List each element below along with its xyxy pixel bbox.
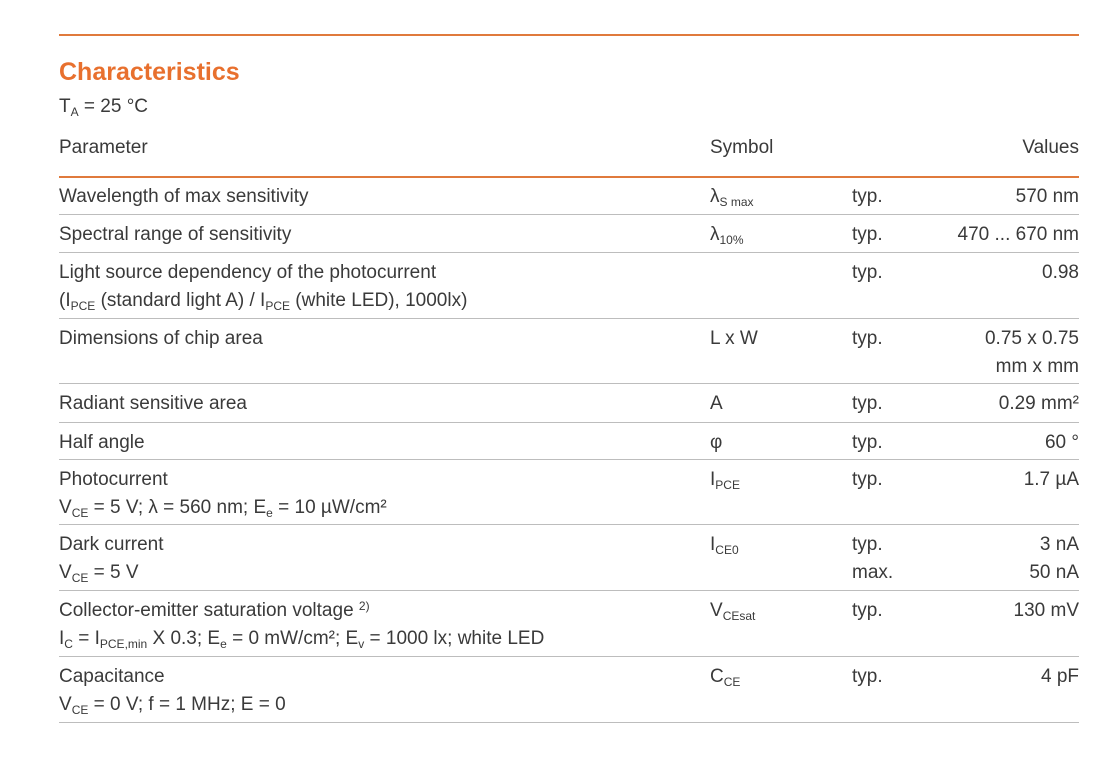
symbol-cell: φ [710,432,723,453]
table-row-spectral-range [59,216,1079,253]
top-divider [59,34,1079,36]
symbol-cell: L x W [710,328,758,349]
value-cell: 0.98 [1042,262,1079,283]
table-row-capacitance [59,658,1079,723]
parameter-condition: $V_{CE} = 5$ V [59,562,139,585]
qualifier-cell: typ. [852,666,883,687]
value-cell: 3 nA 50 nA [1029,534,1079,583]
parameter-label: Light source dependency of the photocurrent [59,262,437,283]
parameter-cell: Spectral range of sensitivity [59,224,292,245]
qualifier-cell: typ. [852,262,883,283]
value-cell: 0.75 x 0.75 mm x mm [984,328,1079,377]
qualifier-cell: typ. [852,224,883,245]
parameter-condition: $V_{CE} = 5$ V; λ = 560 nm; $E_e = 10$ µW/cm² [59,497,387,520]
qualifier-cell: typ. [852,186,883,207]
symbol-cell: A [710,393,723,414]
parameter-label: Collector-emitter saturation voltage $^{2)}$ [59,599,370,621]
value-cell: 4 pF [1040,666,1079,687]
section-title: Characteristics [59,58,240,86]
parameter-label: Dark current [59,534,164,555]
header-parameter: Parameter [59,137,148,158]
value-cell: 470 ... 670 nm [957,224,1079,245]
qualifier-cell: typ. [852,600,883,621]
table-row-dimensions [59,320,1079,384]
temperature-condition: $T_A = 25$ °C [59,96,149,119]
table-row-photocurrent [59,461,1079,525]
qualifier-cell: typ. [852,469,883,490]
table-row-radiant-area [59,385,1079,423]
parameter-cell: Half angle [59,432,145,453]
value-cell: 570 nm [1015,186,1079,207]
table-row-saturation-voltage [59,592,1079,657]
value-cell: 130 mV [1013,600,1079,621]
parameter-cell [59,597,699,653]
parameter-cell: Dimensions of chip area [59,328,263,349]
parameter-condition: ($I_{PCE}$ (standard light $A) / I_{PCE}$ (white LED), 1000lx) [59,290,468,313]
qualifier-cell: typ. [852,432,883,453]
qualifier-cell: typ. [852,328,883,349]
value-cell: 0.29 mm² [998,393,1079,414]
value-cell: 60 ° [1044,432,1079,453]
parameter-label: Capacitance [59,666,165,687]
parameter-cell [59,531,699,587]
qualifier-cell: typ. max. [852,534,894,583]
symbol-cell: $V_{CEsat}$ [710,600,756,623]
header-symbol: Symbol [710,137,774,158]
parameter-condition: $I_C = I_{PCE,min}$ X 0.3; $E_e = 0$ mW/cm²; $E_v = 1000$ lx; white LED [59,628,545,651]
table-row-dark-current [59,526,1079,591]
parameter-cell: Radiant sensitive area [59,393,247,414]
table-row-wavelength [59,178,1079,215]
symbol-cell: $I_{PCE}$ [710,469,740,492]
table-row-light-source [59,254,1079,319]
parameter-label: Photocurrent [59,469,168,490]
symbol-cell: $I_{CE0}$ [710,534,739,557]
symbol-cell: $C_{CE}$ [710,666,741,689]
footnote-marker: 2) [358,599,370,613]
value-cell: 1.7 µA [1023,469,1079,490]
symbol-cell: $\lambda_{10\%}$ [710,224,744,247]
qualifier-cell: typ. [852,393,883,414]
symbol-cell: $\lambda_{S max}$ [710,186,754,209]
table-row-half-angle [59,424,1079,460]
parameter-cell [59,259,699,315]
header-values: Values [1022,137,1079,158]
parameter-condition: $V_{CE} = 0$ V; f = 1 MHz; E = 0 [59,694,286,717]
parameter-cell: Wavelength of max sensitivity [59,186,309,207]
parameter-cell [59,663,699,719]
parameter-cell [59,466,699,522]
